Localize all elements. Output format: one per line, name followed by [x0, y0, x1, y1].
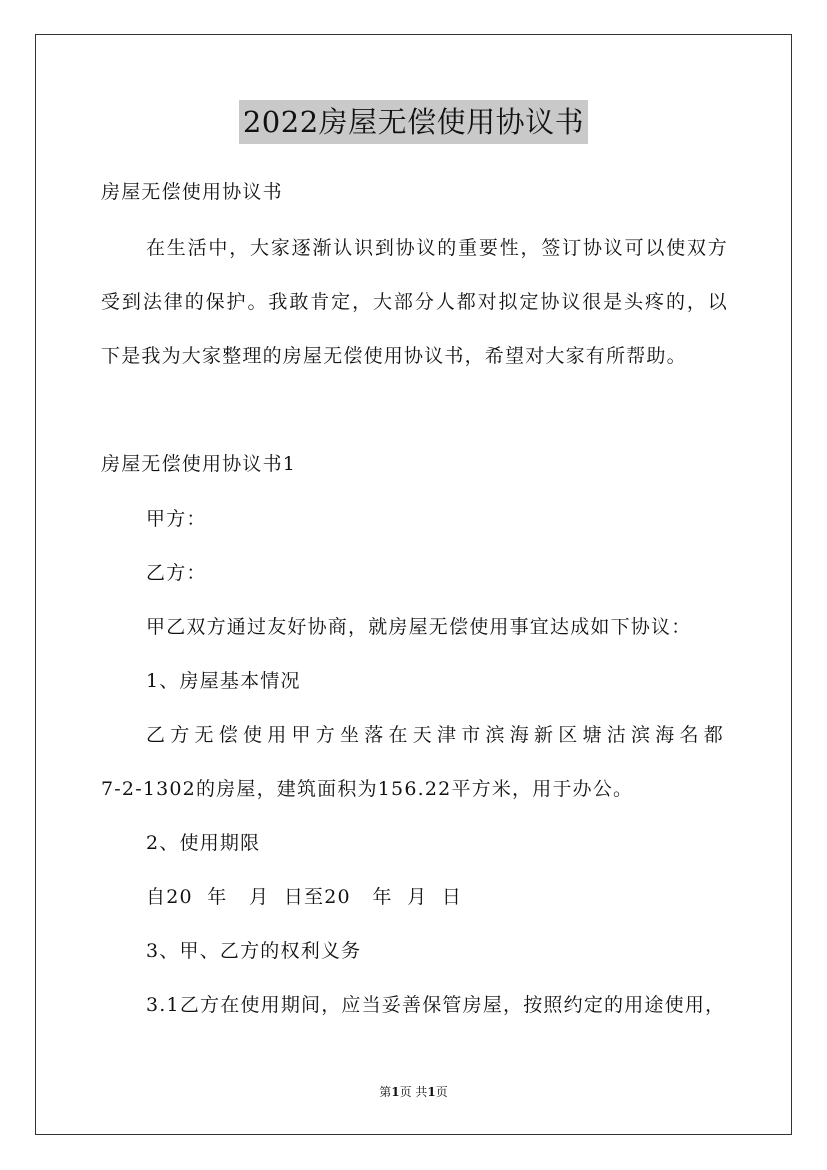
- party-b: 乙方：: [146, 562, 207, 584]
- party-a: 甲方：: [146, 508, 207, 530]
- clause-2-text: 自20 年 月 日至20 年 月 日: [146, 886, 463, 908]
- footer-page-total: 1: [427, 1085, 436, 1099]
- title-container: [0, 100, 827, 144]
- intro-line-2: 受到法律的保护。我敢肯定，大部分人都对拟定协议很是头疼的，以: [101, 291, 728, 313]
- clause-3-heading: 3、甲、乙方的权利义务: [146, 940, 362, 962]
- subtitle: 房屋无偿使用协议书: [101, 181, 283, 203]
- footer-suffix: 页: [435, 1085, 448, 1099]
- section-heading: 房屋无偿使用协议书1: [101, 453, 297, 475]
- clause-1-text-line-1: 乙方无偿使用甲方坐落在天津市滨海新区塘沽滨海名都: [146, 724, 724, 746]
- clause-2-heading: 2、使用期限: [146, 832, 261, 854]
- intro-line-3: 下是我为大家整理的房屋无偿使用协议书，希望对大家有所帮助。: [101, 345, 687, 367]
- clause-3-1-text: 3.1乙方在使用期间，应当妥善保管房屋，按照约定的用途使用，: [146, 994, 726, 1016]
- footer-mid: 页 共: [399, 1085, 428, 1099]
- intro-line-1: 在生活中，大家逐渐认识到协议的重要性，签订协议可以使双方: [146, 237, 728, 259]
- footer-page-number: 1: [391, 1085, 400, 1099]
- document-title: 2022房屋无偿使用协议书: [239, 100, 588, 144]
- page-footer: [0, 1084, 827, 1100]
- clause-1-heading: 1、房屋基本情况: [146, 670, 301, 692]
- clause-1-text-line-2: 7-2-1302的房屋，建筑面积为156.22平方米，用于办公。: [101, 778, 634, 800]
- agreement-intro: 甲乙双方通过友好协商，就房屋无偿使用事宜达成如下协议：: [146, 616, 692, 638]
- footer-prefix: 第: [379, 1085, 392, 1099]
